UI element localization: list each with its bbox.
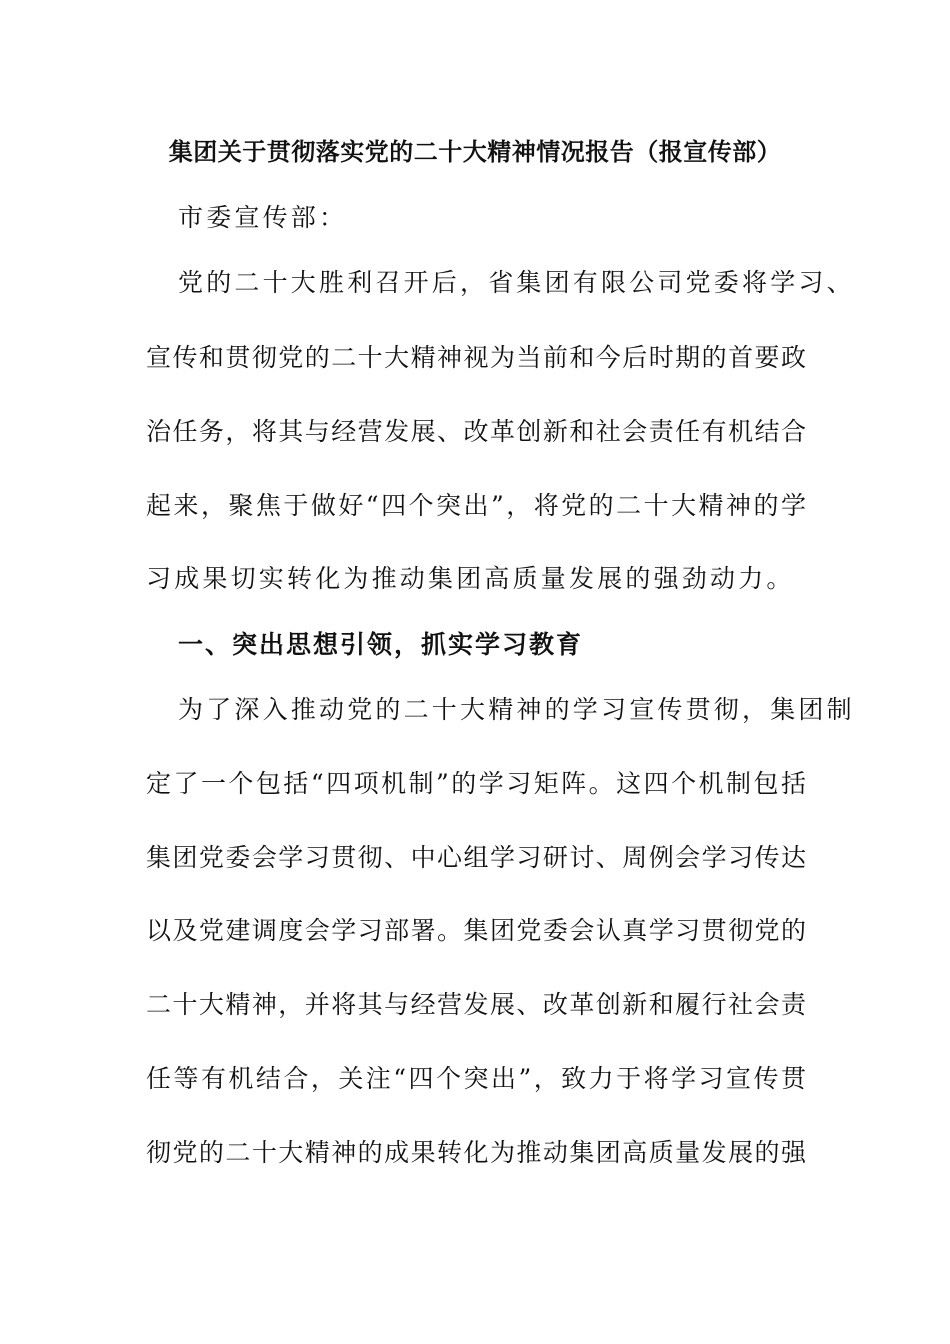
paragraph-line: 定了一个包括“四项机制”的学习矩阵。这四个机制包括 [146, 769, 806, 798]
paragraph-line: 为了深入推动党的二十大精神的学习宣传贯彻，集团制 [178, 695, 855, 724]
paragraph-line: 彻党的二十大精神的成果转化为推动集团高质量发展的强 [146, 1138, 806, 1167]
paragraph-line: 二十大精神，并将其与经营发展、改革创新和履行社会责 [146, 990, 806, 1019]
paragraph-line: 集团党委会学习贯彻、中心组学习研讨、周例会学习传达 [146, 843, 806, 872]
paragraph-line: 治任务，将其与经营发展、改革创新和社会责任有机结合 [146, 417, 806, 446]
document-title: 集团关于贯彻落实党的二十大精神情况报告（报宣传部） [168, 138, 782, 166]
paragraph-line: 以及党建调度会学习部署。集团党委会认真学习贯彻党的 [146, 916, 806, 945]
salutation: 市委宣传部： [178, 203, 348, 232]
paragraph-line: 党的二十大胜利召开后，省集团有限公司党委将学习、 [178, 268, 855, 297]
section-heading: 一、突出思想引领，抓实学习教育 [178, 630, 584, 659]
paragraph-line: 起来，聚焦于做好“四个突出”，将党的二十大精神的学 [146, 491, 806, 520]
paragraph-line: 习成果切实转化为推动集团高质量发展的强劲动力。 [146, 564, 795, 593]
paragraph-line: 宣传和贯彻党的二十大精神视为当前和今后时期的首要政 [146, 343, 806, 372]
paragraph-line: 任等有机结合，关注“四个突出”，致力于将学习宣传贯 [146, 1064, 806, 1093]
